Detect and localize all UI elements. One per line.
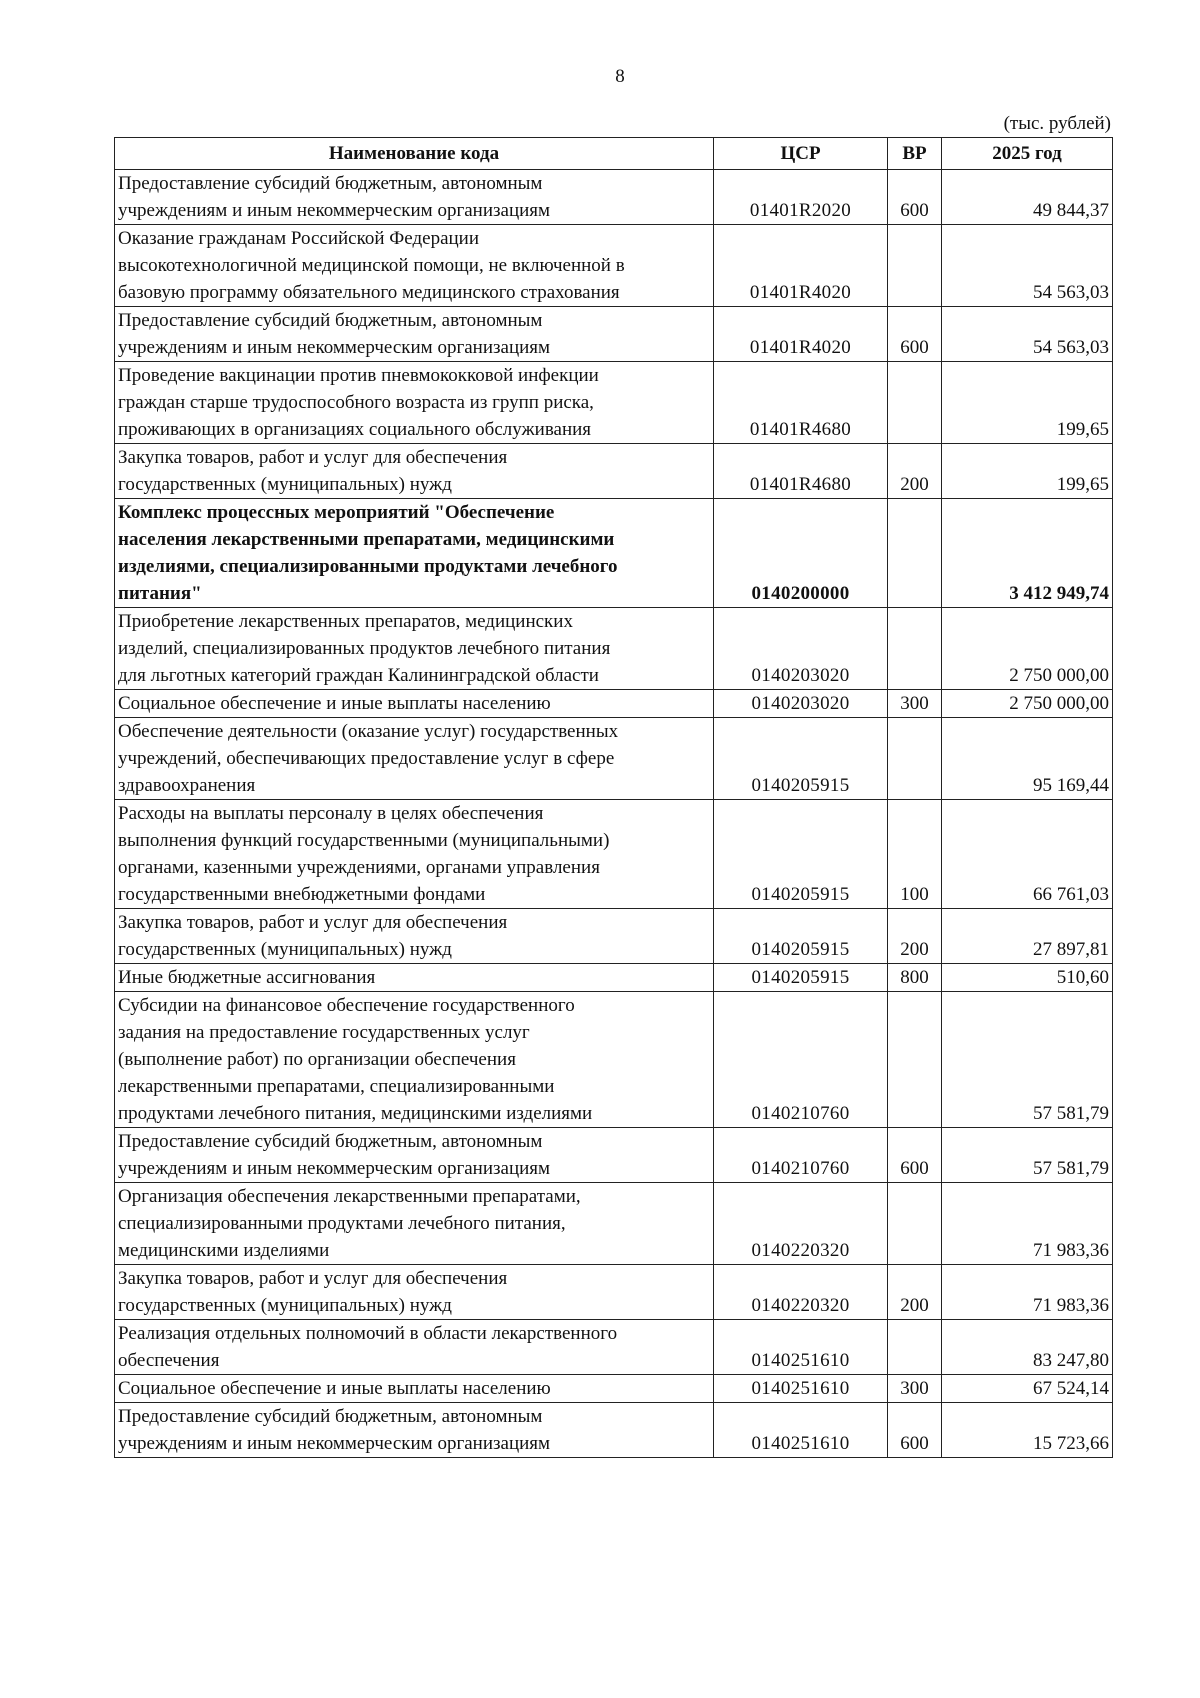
table-row <box>115 800 1113 909</box>
row-csr-cell: 0140251610 <box>714 1375 888 1403</box>
table-row <box>115 1375 1113 1403</box>
row-vr-cell <box>888 1320 942 1375</box>
table-header-row <box>115 138 1113 170</box>
header-name: Наименование кода <box>115 138 714 170</box>
table-row <box>115 608 1113 690</box>
row-csr-cell: 01401R4020 <box>714 307 888 362</box>
row-sum-cell: 54 563,03 <box>942 225 1113 307</box>
row-name-cell: Закупка товаров, работ и услуг для обеспечения государственных (муниципальных) нужд <box>115 1265 714 1320</box>
row-name-cell: Предоставление субсидий бюджетным, автономным учреждениям и иным некоммерческим организациям <box>115 307 714 362</box>
row-vr-cell: 600 <box>888 307 942 362</box>
row-sum-cell: 3 412 949,74 <box>942 499 1113 608</box>
row-name-cell: Предоставление субсидий бюджетным, автономным учреждениям и иным некоммерческим организациям <box>115 1128 714 1183</box>
row-csr-cell: 0140220320 <box>714 1265 888 1320</box>
header-csr: ЦСР <box>714 138 888 170</box>
row-name-cell: Расходы на выплаты персоналу в целях обеспечения выполнения функций государственными (муниципальными) органами, казенными учреждениями, органами управления государственными внебюджетными фондами <box>115 800 714 909</box>
row-sum-cell: 199,65 <box>942 362 1113 444</box>
row-vr-cell <box>888 992 942 1128</box>
table-row <box>115 1183 1113 1265</box>
table-row <box>115 307 1113 362</box>
row-csr-cell: 0140205915 <box>714 964 888 992</box>
row-name-cell: Оказание гражданам Российской Федерации высокотехнологичной медицинской помощи, не включенной в базовую программу обязательного медицинского страхования <box>115 225 714 307</box>
row-csr-cell: 0140205915 <box>714 718 888 800</box>
row-sum-cell: 199,65 <box>942 444 1113 499</box>
units-label: (тыс. рублей) <box>1003 113 1111 134</box>
table-row <box>115 1403 1113 1458</box>
row-csr-cell: 01401R4680 <box>714 362 888 444</box>
table-row <box>115 992 1113 1128</box>
row-sum-cell: 2 750 000,00 <box>942 608 1113 690</box>
row-csr-cell: 0140203020 <box>714 690 888 718</box>
row-csr-cell: 0140251610 <box>714 1320 888 1375</box>
row-vr-cell: 200 <box>888 909 942 964</box>
table-row <box>115 1265 1113 1320</box>
page-number: 8 <box>615 66 625 87</box>
table-row <box>115 964 1113 992</box>
row-vr-cell: 800 <box>888 964 942 992</box>
row-sum-cell: 2 750 000,00 <box>942 690 1113 718</box>
row-name-cell: Субсидии на финансовое обеспечение государственного задания на предоставление государственных услуг (выполнение работ) по организации обеспечения лекарственными препаратами, специализированными продуктами лечебного питания, медицинскими изделиями <box>115 992 714 1128</box>
row-sum-cell: 95 169,44 <box>942 718 1113 800</box>
table-row <box>115 1128 1113 1183</box>
row-name-cell: Предоставление субсидий бюджетным, автономным учреждениям и иным некоммерческим организациям <box>115 170 714 225</box>
row-vr-cell: 600 <box>888 170 942 225</box>
header-sum: 2025 год <box>942 138 1113 170</box>
row-sum-cell: 57 581,79 <box>942 992 1113 1128</box>
row-name-cell: Организация обеспечения лекарственными препаратами, специализированными продуктами лечебного питания, медицинскими изделиями <box>115 1183 714 1265</box>
table-row <box>115 718 1113 800</box>
header-vr: ВР <box>888 138 942 170</box>
row-name-cell: Комплекс процессных мероприятий "Обеспечение населения лекарственными препаратами, медицинскими изделиями, специализированными продуктами лечебного питания" <box>115 499 714 608</box>
row-csr-cell: 0140251610 <box>714 1403 888 1458</box>
row-csr-cell: 01401R2020 <box>714 170 888 225</box>
row-vr-cell: 100 <box>888 800 942 909</box>
row-sum-cell: 510,60 <box>942 964 1113 992</box>
row-name-cell: Закупка товаров, работ и услуг для обеспечения государственных (муниципальных) нужд <box>115 444 714 499</box>
row-name-cell: Реализация отдельных полномочий в области лекарственного обеспечения <box>115 1320 714 1375</box>
row-csr-cell: 0140205915 <box>714 909 888 964</box>
row-name-cell: Закупка товаров, работ и услуг для обеспечения государственных (муниципальных) нужд <box>115 909 714 964</box>
row-vr-cell: 600 <box>888 1128 942 1183</box>
row-sum-cell: 66 761,03 <box>942 800 1113 909</box>
row-name-cell: Социальное обеспечение и иные выплаты населению <box>115 1375 714 1403</box>
row-sum-cell: 57 581,79 <box>942 1128 1113 1183</box>
row-name-cell: Обеспечение деятельности (оказание услуг) государственных учреждений, обеспечивающих предоставление услуг в сфере здравоохранения <box>115 718 714 800</box>
table-row <box>115 225 1113 307</box>
row-sum-cell: 27 897,81 <box>942 909 1113 964</box>
row-vr-cell <box>888 718 942 800</box>
row-vr-cell <box>888 1183 942 1265</box>
row-sum-cell: 67 524,14 <box>942 1375 1113 1403</box>
table-body <box>115 170 1113 1458</box>
budget-table <box>114 137 1113 1458</box>
row-name-cell: Приобретение лекарственных препаратов, медицинских изделий, специализированных продуктов лечебного питания для льготных категорий граждан Калининградской области <box>115 608 714 690</box>
row-vr-cell <box>888 225 942 307</box>
row-csr-cell: 0140203020 <box>714 608 888 690</box>
row-name-cell: Предоставление субсидий бюджетным, автономным учреждениям и иным некоммерческим организациям <box>115 1403 714 1458</box>
row-vr-cell: 200 <box>888 1265 942 1320</box>
table-row <box>115 444 1113 499</box>
row-csr-cell: 01401R4680 <box>714 444 888 499</box>
row-name-cell: Иные бюджетные ассигнования <box>115 964 714 992</box>
row-vr-cell <box>888 362 942 444</box>
table-row <box>115 690 1113 718</box>
row-csr-cell: 0140210760 <box>714 992 888 1128</box>
row-name-cell: Проведение вакцинации против пневмококковой инфекции граждан старше трудоспособного возраста из групп риска, проживающих в организациях социального обслуживания <box>115 362 714 444</box>
row-sum-cell: 49 844,37 <box>942 170 1113 225</box>
row-sum-cell: 83 247,80 <box>942 1320 1113 1375</box>
row-vr-cell: 200 <box>888 444 942 499</box>
row-vr-cell <box>888 499 942 608</box>
row-sum-cell: 15 723,66 <box>942 1403 1113 1458</box>
row-csr-cell: 0140210760 <box>714 1128 888 1183</box>
table-row <box>115 1320 1113 1375</box>
row-sum-cell: 71 983,36 <box>942 1183 1113 1265</box>
row-vr-cell: 600 <box>888 1403 942 1458</box>
row-sum-cell: 54 563,03 <box>942 307 1113 362</box>
table-row <box>115 362 1113 444</box>
row-csr-cell: 0140200000 <box>714 499 888 608</box>
row-csr-cell: 0140220320 <box>714 1183 888 1265</box>
row-csr-cell: 01401R4020 <box>714 225 888 307</box>
row-vr-cell: 300 <box>888 690 942 718</box>
row-name-cell: Социальное обеспечение и иные выплаты населению <box>115 690 714 718</box>
row-csr-cell: 0140205915 <box>714 800 888 909</box>
table-row <box>115 499 1113 608</box>
row-sum-cell: 71 983,36 <box>942 1265 1113 1320</box>
row-vr-cell <box>888 608 942 690</box>
table-row <box>115 909 1113 964</box>
row-vr-cell: 300 <box>888 1375 942 1403</box>
table-row <box>115 170 1113 225</box>
